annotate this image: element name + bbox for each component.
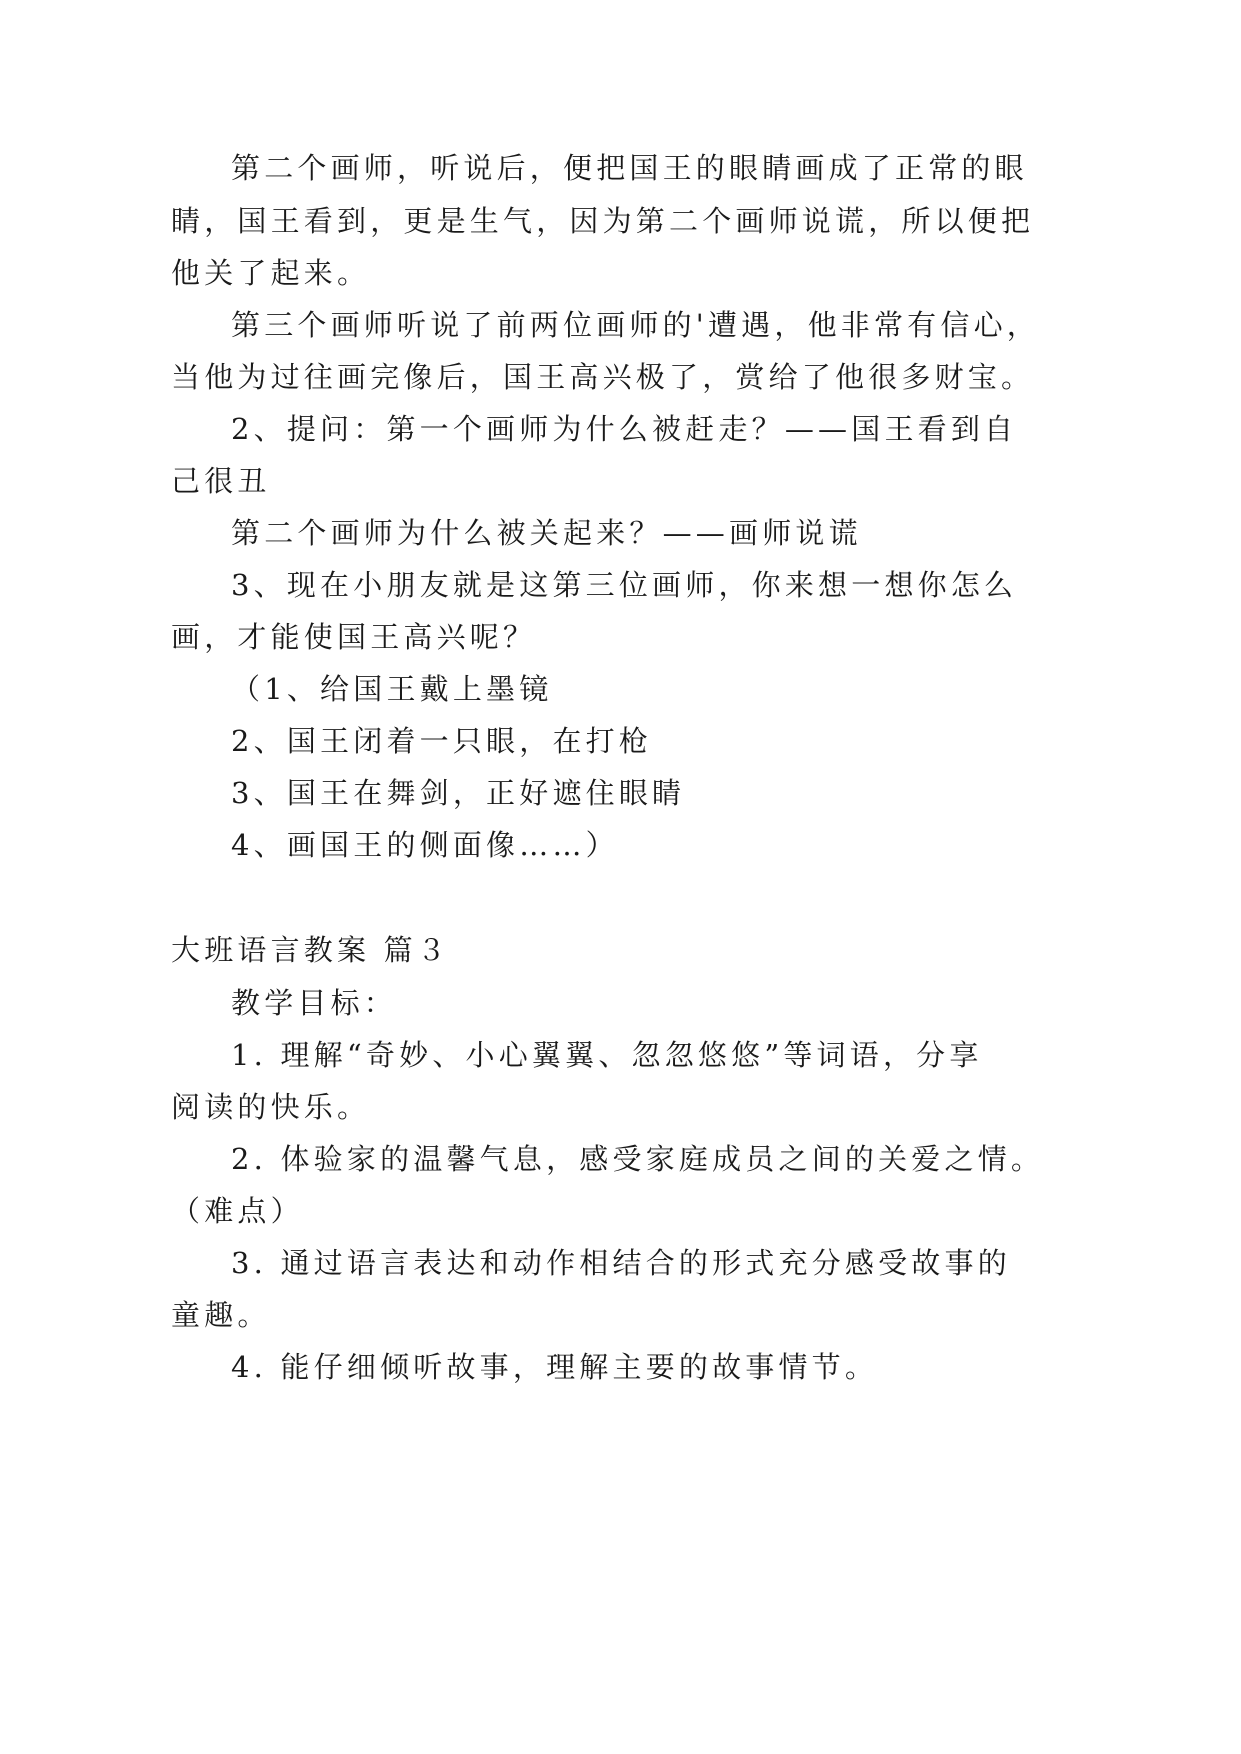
- text-line: 2. 体验家的温馨气息，感受家庭成员之间的关爱之情。: [231, 1142, 1045, 1176]
- text-line: 画，才能使国王高兴呢？: [171, 620, 537, 654]
- text-line: 2、国王闭着一只眼，在打枪: [231, 724, 653, 758]
- text-line: 睛，国王看到，更是生气，因为第二个画师说谎，所以便把: [171, 204, 1035, 238]
- text-line: 他关了起来。: [171, 256, 371, 290]
- text-line: 第三个画师听说了前两位画师的'遭遇，他非常有信心，: [231, 308, 1040, 342]
- text-line: （1、给国王戴上墨镜: [231, 672, 553, 706]
- text-line: 2、提问：第一个画师为什么被赶走？——国王看到自: [231, 412, 1018, 446]
- text-line: 教学目标：: [231, 986, 398, 1020]
- text-line: 童趣。: [171, 1298, 271, 1332]
- text-line: 3、现在小朋友就是这第三位画师，你来想一想你怎么: [231, 568, 1018, 602]
- section-heading: 大班语言教案 篇３: [171, 933, 451, 967]
- text-line: 4、画国王的侧面像……）: [231, 828, 619, 862]
- text-line: 第二个画师，听说后，便把国王的眼睛画成了正常的眼: [231, 151, 1028, 185]
- text-line: 4. 能仔细倾听故事，理解主要的故事情节。: [231, 1350, 879, 1384]
- text-line: 己很丑: [171, 464, 271, 498]
- text-line: 阅读的快乐。: [171, 1090, 371, 1124]
- text-line: 当他为过往画完像后，国王高兴极了，赏给了他很多财宝。: [171, 360, 1035, 394]
- text-line: （难点）: [171, 1194, 304, 1228]
- text-line: 1. 理解“奇妙、小心翼翼、忽忽悠悠”等词语，分享: [231, 1038, 983, 1072]
- text-line: 第二个画师为什么被关起来？——画师说谎: [231, 516, 862, 550]
- text-line: 3、国王在舞剑，正好遮住眼睛: [231, 776, 686, 810]
- text-line: 3. 通过语言表达和动作相结合的形式充分感受故事的: [231, 1246, 1011, 1280]
